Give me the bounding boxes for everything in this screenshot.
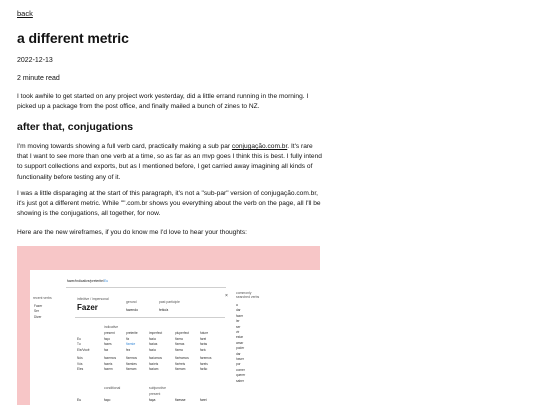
conjugation-cell: farão: [200, 367, 208, 372]
conjugation-cell: farei: [200, 398, 207, 402]
conjugation-cell: fazíamos: [149, 356, 162, 361]
conjugation-cell: faziam: [149, 367, 159, 372]
conjugation-cell: fizeras: [175, 342, 185, 347]
gerund-label: gerund: [126, 300, 137, 304]
common-verb[interactable]: dar: [236, 308, 241, 313]
conjugation-cell: fizéreis: [175, 361, 186, 366]
divider: [75, 317, 225, 318]
conjugation-cell: fazes: [104, 342, 112, 347]
preterite-column: [126, 337, 137, 372]
pronoun: Eu: [77, 337, 81, 341]
conjugation-cell: fizera: [175, 347, 183, 352]
infinitive-label: infinitive / impersonal: [77, 297, 109, 301]
pronoun: Nós: [77, 356, 83, 361]
divider: [66, 287, 226, 288]
wireframe-canvas: [30, 270, 320, 405]
conjugation-cell: fazemos: [104, 356, 117, 361]
tense-preterite-header: [126, 331, 138, 336]
conjugation-cell: fizera: [175, 337, 183, 341]
back-link[interactable]: back: [17, 9, 33, 18]
common-verb[interactable]: fazer: [236, 313, 244, 318]
recent-verb[interactable]: Ser: [34, 309, 39, 314]
common-verb[interactable]: comer: [236, 367, 245, 372]
read-time: 2 minute read: [17, 75, 60, 82]
paragraph-3: Here are the new wireframes, if you do know me I'd love to hear your thoughts:: [17, 229, 247, 236]
conjugation-cell: fazem: [104, 367, 113, 372]
conjugation-cell: fará: [200, 347, 206, 352]
tense-header: future: [200, 331, 209, 335]
conjugation-cell: fizeram: [175, 367, 186, 372]
conditional-label: conditional: [104, 386, 121, 390]
tense-present-header: [104, 331, 115, 336]
imperfect-column: [149, 337, 162, 372]
conjugation-cell: fazíeis: [149, 361, 159, 366]
conjugation-cell: fazias: [149, 342, 158, 347]
conjugation-cell: fez: [126, 347, 131, 352]
conjugation-cell: fizestes: [126, 361, 137, 366]
conjugation-cell: fazeis: [104, 361, 113, 366]
conjugation-cell: fizemos: [126, 356, 137, 361]
tense-header: imperfect: [149, 331, 163, 335]
common-verbs-label: commonly searched verbs: [236, 291, 260, 299]
p1-text-after: . It's rare that I want to see more than one verb at a time, so as far as an mvp goes I think this is best. I fully intend to support collections and exports, but as I mentioned before, I get carried away imagining all kinds of functionality before testing any of it.: [17, 143, 322, 181]
subjunctive-label: subjunctive: [149, 386, 166, 390]
conjugation-cell: fareis: [200, 361, 208, 366]
conjugation-cell: faz: [104, 347, 109, 352]
conjugacao-link[interactable]: conjugação.com.br: [231, 143, 288, 150]
post-title: a different metric: [17, 30, 129, 46]
conjugation-cell: faço: [104, 398, 111, 402]
common-verb[interactable]: ser: [236, 324, 241, 329]
post-date: 2022-12-13: [17, 57, 53, 64]
tense-pluperfect-header: [175, 331, 189, 336]
pluperfect-column: [175, 337, 189, 372]
conjugation-cell: fazia: [149, 337, 156, 341]
conjugation-cell: fizesse: [175, 398, 186, 402]
verb-title: Fazer: [77, 303, 98, 312]
participle-label: past participle: [159, 300, 180, 304]
recent-verb[interactable]: Dizer: [34, 314, 42, 319]
conjugation-cell: faça: [149, 398, 156, 402]
conjugation-cell: farás: [200, 342, 208, 347]
tense-header: preterite: [126, 331, 138, 335]
paragraph-1: [17, 142, 323, 183]
common-verbs-list: [236, 303, 245, 384]
p1-text-before: I'm moving towards showing a full verb card, practically making a sub par: [17, 143, 232, 150]
pronoun: Eles: [77, 367, 84, 372]
conjugation-cell: fizeste: [126, 342, 136, 347]
pronoun-column: [77, 337, 90, 372]
conjugation-cell: fizéramos: [175, 356, 189, 361]
present-column: [104, 337, 116, 372]
intro-paragraph: I took awhile to get started on any project work yesterday, did a little errand running in the morning. I picked up a package from the post office, and finally mailed a bunch of zines to NZ.: [17, 93, 309, 111]
paragraph-2: I was a little disparaging at the start of this paragraph, it's not a "sub-par" version of conjugação.com.br, it's just got a different metric. While "".com.br shows you everything about the verb on the page, all I'll be showing is the conjugations, all together, for now.: [17, 190, 321, 218]
conjugation-cell: farei: [200, 337, 207, 341]
common-verb[interactable]: estar: [236, 335, 244, 340]
common-verb[interactable]: dar: [236, 351, 241, 356]
recent-verb[interactable]: Fazer: [34, 304, 43, 308]
tense-future-header: [200, 331, 208, 336]
pronoun: Eu: [77, 398, 82, 402]
common-verb[interactable]: querer: [236, 373, 246, 378]
common-verb[interactable]: haver: [236, 357, 244, 362]
section-heading: after that, conjugations: [17, 121, 134, 133]
recent-verbs-list: [34, 304, 42, 320]
conjugation-cell: fiz: [126, 337, 130, 341]
common-verb[interactable]: vir: [236, 330, 240, 335]
indicative-label: indicative: [104, 325, 119, 329]
common-verb[interactable]: por: [236, 362, 241, 367]
recent-verbs-label: recent verbs: [33, 296, 52, 300]
tense-imperfect-header: [149, 331, 162, 336]
conjugation-cell: fizeram: [126, 367, 137, 372]
wireframe-breadcrumb: [67, 279, 108, 283]
conjugation-cell: fazia: [149, 347, 156, 352]
common-verb[interactable]: ler: [236, 319, 240, 324]
common-verb[interactable]: saber: [236, 378, 244, 383]
pronoun: Ele/Você: [77, 347, 90, 352]
tense-header: pluperfect: [175, 331, 189, 335]
pronoun: Tu: [77, 342, 81, 347]
conjugation-cell: faremos: [200, 356, 212, 361]
common-verb[interactable]: a: [236, 303, 238, 307]
participle-value: feito/a: [159, 308, 169, 312]
pronoun: Vós: [77, 361, 83, 366]
conjugation-cell: faço: [104, 337, 111, 341]
common-verb[interactable]: amar: [236, 340, 244, 345]
breadcrumb-current: Eu: [103, 279, 109, 283]
close-icon[interactable]: ×: [225, 293, 228, 299]
common-verb[interactable]: poder: [236, 346, 245, 351]
tense-header: present: [104, 331, 115, 335]
breadcrumb-path: fazer/indicative/preterite/: [67, 279, 104, 283]
wireframe-image: [17, 246, 320, 405]
subjunctive-present-header: present: [149, 392, 161, 396]
future-column: [200, 337, 212, 372]
gerund-value: fazendo: [126, 308, 139, 312]
